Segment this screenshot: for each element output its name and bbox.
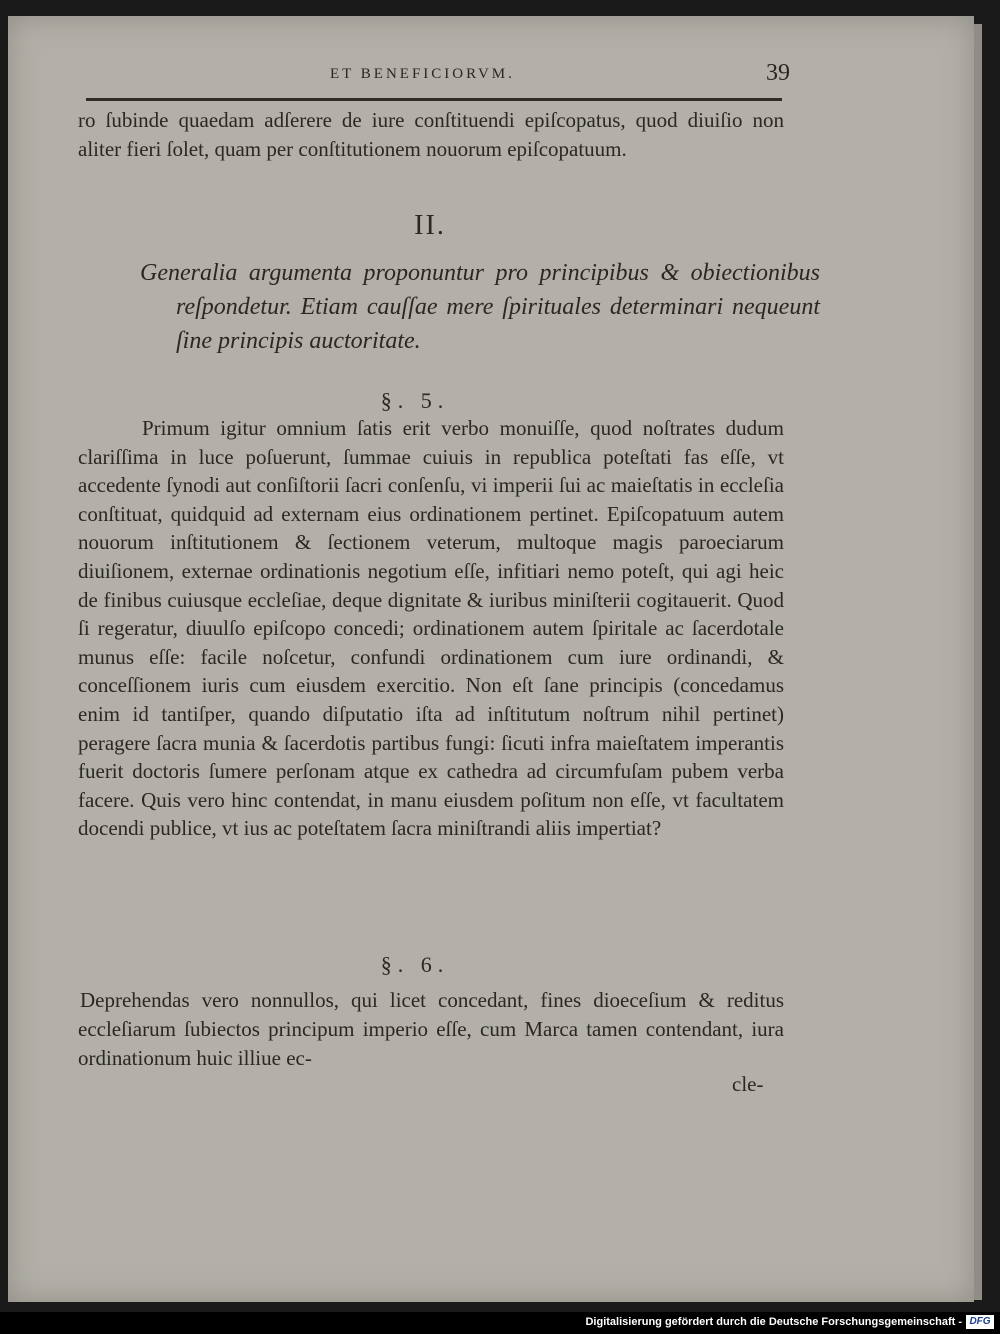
opening-text: ro ſubinde quaedam adſerere de iure conſtituendi epiſcopatus, quod diuiſio non aliter fieri ſolet, quam per conſtitutionem nouorum epiſcopatuum. — [78, 108, 784, 161]
paragraph-mark-5: §. 5. — [380, 388, 450, 413]
running-head: ET BENEFICIORVM. — [330, 66, 515, 82]
paragraph-6: Deprehendas vero nonnullos, qui licet concedant, fines dioeceſium & reditus eccleſiarum ſubiectos principum imperio eſſe, cum Marca tamen contendant, iura ordinationum huic illiue ec- — [78, 988, 784, 1070]
section-number: II. — [414, 210, 446, 241]
header-rule — [86, 98, 782, 101]
catchword: cle- — [732, 1072, 764, 1096]
paragraph-5: Primum igitur omnium ſatis erit verbo monuiſſe, quod noſtrates dudum clariſſima in luce poſuerunt, ſummae cuiuis in republica poteſtati fas eſſe, vt accedente ſynodi aut conſiſtorii ſacri conſenſu, vi imperii ſui ac maieſtatis in eccleſia conſtituat, quidquid ad externam eius ordinationem pertinet. Epiſcopatuum autem nouorum inſtitutionem & ſectionem veterum, multoque magis paroeciarum diuiſionem, externae ordinationis negotium eſſe, infitiari nemo poteſt, qui agi heic de finibus cuiusque eccleſiae, deque dignitate & iuribus miniſterii cogitauerit. Quod ſi regeratur, diuulſo epiſcopo concedi; ordinationem autem ſpiritale ac ſacerdotale munus eſſe: facile noſcetur, confundi ordinationem cum iure ordinandi, & conceſſionem iuris cum eiusdem exercitio. Non eſt ſane principis (concedamus enim id tantiſper, quando diſputatio iſta ad inſtitutum noſtrum nihil pertinet) peragere ſacra munia & ſacerdotis partibus fungi: ſicuti infra maieſtatem imperantis fuerit doctoris ſumere perſonam atque ex cathedra ad circumfuſam pubem verba facere. Quis vero hinc contendat, in manu eiusdem poſitum non eſſe, vt facultatem docendi publice, vt ius ac poteſtatem ſacra miniſtrandi aliis impertiat? — [78, 416, 784, 841]
page-header — [80, 60, 790, 94]
paragraph-mark-6: §. 6. — [380, 952, 450, 977]
dfg-logo: DFG — [966, 1315, 994, 1329]
digitization-footer — [0, 1312, 1000, 1334]
page-edge — [974, 24, 982, 1300]
page-number: 39 — [766, 60, 790, 86]
funding-credit: Digitalisierung gefördert durch die Deutsche Forschungsgemeinschaft - — [585, 1316, 962, 1328]
section-title: Generalia argumenta proponuntur pro principibus & obiectionibus reſpondetur. Etiam cauſſae mere ſpirituales determinari nequeunt ſine principis auctoritate. — [140, 260, 820, 354]
